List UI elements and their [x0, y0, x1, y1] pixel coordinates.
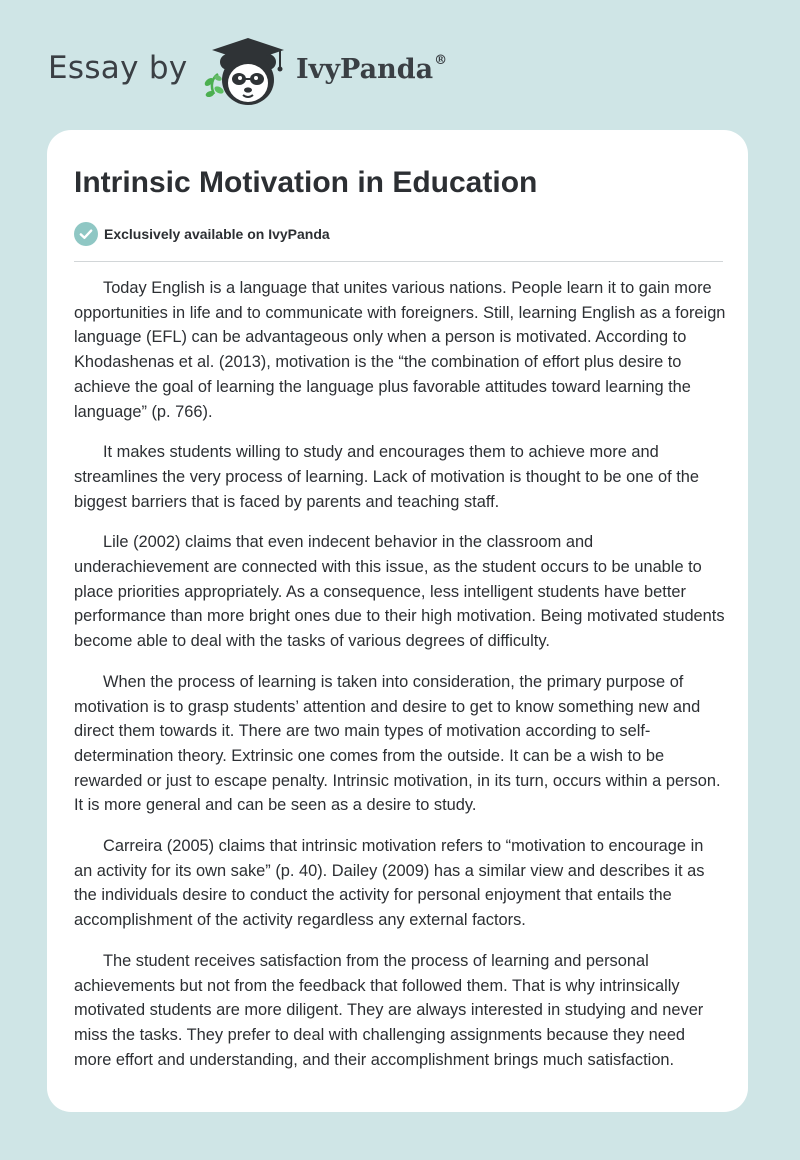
paragraph: It makes students willing to study and encourages them to achieve more and streamlines the very process of learning. Lack of motivation is thought to be one of the biggest barriers that is faced by parents and teaching staff. — [74, 443, 700, 511]
panda-graduate-logo-icon[interactable] — [200, 34, 292, 110]
exclusive-badge-text: Exclusively available on IvyPanda — [104, 226, 330, 242]
exclusive-badge — [74, 222, 330, 246]
paragraph: Today English is a language that unites various nations. People learn it to gain more opportunities in life and to communicate with foreigners. Still, learning English as a foreign language (EFL) can be advantageous only when a person is motivated. According to Khodashenas et al. (2013), motivation is the “the combination of effort plus desire to achieve the goal of learning the language plus favorable attitudes toward learning the language” (p. 766). — [74, 279, 726, 421]
essay-by-label: Essay by — [48, 50, 188, 86]
paragraph: The student receives satisfaction from the process of learning and personal achievements but not from the feedback that followed them. That is why intrinsically motivated students are more diligent. They are always interested in studying and never miss the tasks. They prefer to deal with challenging assignments because they need more effort and understanding, and their accomplishment brings much satisfaction. — [74, 951, 704, 1069]
essay-card — [47, 130, 748, 1112]
registered-mark: ® — [434, 53, 448, 68]
site-header — [0, 0, 800, 130]
check-circle-icon — [74, 222, 98, 246]
brand-text: IvyPanda — [296, 54, 434, 85]
paragraph: Lile (2002) claims that even indecent behavior in the classroom and underachievement are connected with this issue, as the student occurs to be unable to place priorities appropriately. As a consequence, less intelligent students have better performance than more bright ones due to their high motivation. Being motivated students become able to deal with the tasks of various degrees of difficulty. — [74, 533, 725, 651]
essay-body — [74, 276, 726, 1088]
brand-name[interactable] — [296, 54, 447, 85]
essay-title: Intrinsic Motivation in Education — [74, 166, 538, 199]
paragraph: When the process of learning is taken into consideration, the primary purpose of motivation is to grasp students’ attention and desire to get to know something new and direct them towards it. There are two main types of motivation according to self-determination theory. Extrinsic one comes from the outside. It can be a wish to be rewarded or just to escape penalty. Intrinsic motivation, in its turn, occurs within a person. It is more general and can be seen as a desire to study. — [74, 672, 721, 815]
paragraph: Carreira (2005) claims that intrinsic motivation refers to “motivation to encourage in an activity for its own sake” (p. 40). Dailey (2009) has a similar view and describes it as the individuals desire to conduct the activity for personal enjoyment that entails the accomplishment of the activity regardless any external factors. — [74, 837, 705, 930]
title-divider — [74, 261, 723, 262]
